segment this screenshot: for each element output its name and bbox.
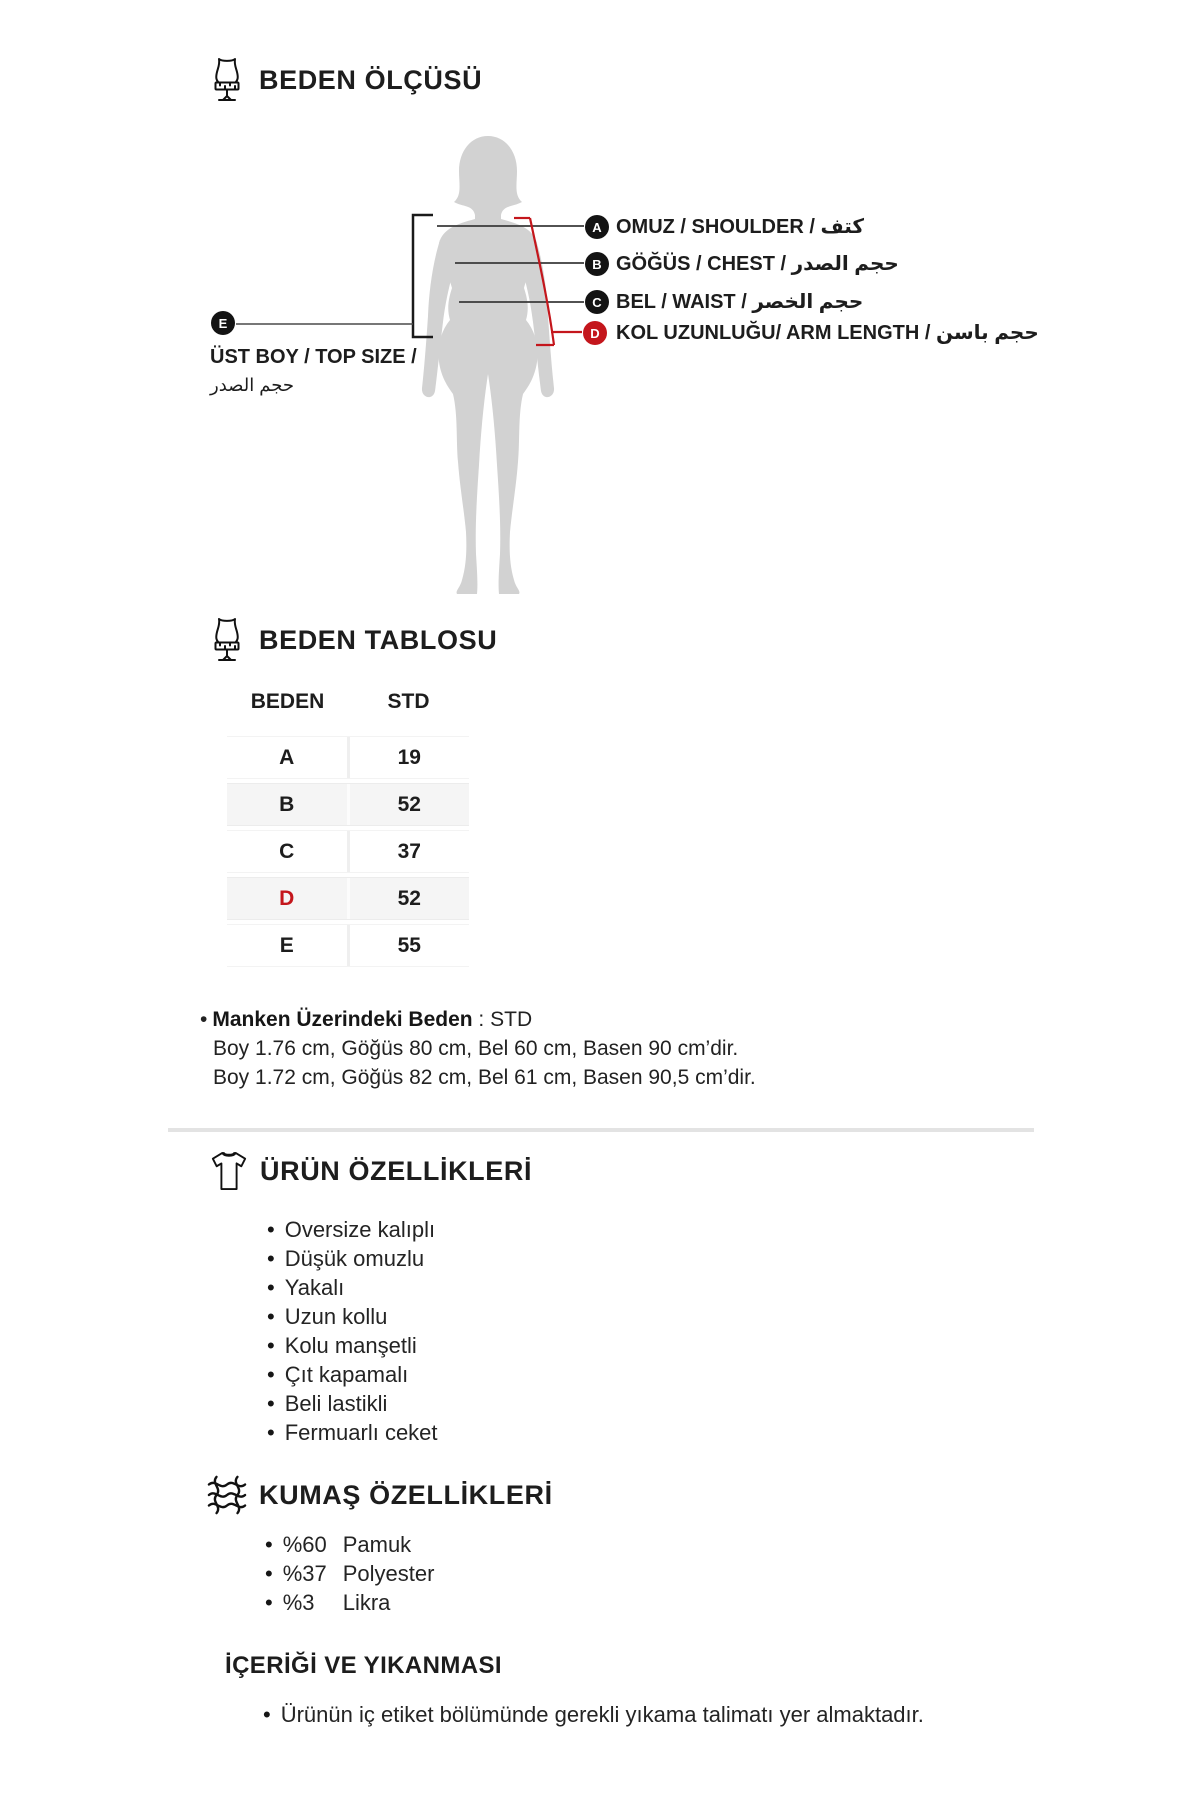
section-title: ÜRÜN ÖZELLİKLERİ: [260, 1155, 533, 1186]
bullet: •: [267, 1420, 275, 1445]
badge-d: D: [583, 321, 607, 345]
section-divider: [168, 1128, 1034, 1132]
badge-c: C: [585, 290, 609, 314]
feature-text: Beli lastikli: [284, 1391, 388, 1416]
section-title: KUMAŞ ÖZELLİKLERİ: [259, 1479, 553, 1510]
bullet: •: [267, 1246, 275, 1271]
list-item: [267, 1215, 438, 1244]
col-header-std: STD: [387, 690, 430, 713]
list-item: [267, 1331, 438, 1360]
bullet: •: [265, 1590, 273, 1615]
label-waist: BEL / WAIST / حجم الخصر: [616, 291, 864, 313]
label-arm-length: KOL UZUNLUĞU/ ARM LENGTH / حجم باسن: [616, 322, 1039, 344]
row-key: C: [227, 831, 350, 872]
fabric-percent: %37: [282, 1561, 327, 1586]
bullet: •: [267, 1275, 275, 1300]
separator: :: [472, 1008, 491, 1031]
feature-text: Kolu manşetli: [284, 1333, 417, 1358]
badge-b: B: [585, 252, 609, 276]
col-header-beden: BEDEN: [250, 690, 325, 713]
dress-form-icon: [207, 616, 247, 664]
list-item: [267, 1244, 438, 1273]
row-value: 52: [397, 886, 421, 910]
size-table-header: [207, 616, 497, 664]
badge-a: A: [585, 215, 609, 239]
list-item: [267, 1302, 438, 1331]
body-silhouette: [438, 136, 537, 594]
table-row: [227, 783, 469, 826]
list-item: [267, 1418, 438, 1447]
fabric-features-header: [207, 1474, 553, 1516]
feature-text: Düşük omuzlu: [284, 1246, 425, 1271]
fabric-name: Polyester: [342, 1561, 435, 1586]
table-row: [227, 877, 469, 920]
table-row: [227, 736, 469, 779]
care-header: İÇERİĞİ VE YIKANMASI: [225, 1652, 502, 1679]
list-item: [265, 1559, 434, 1588]
row-key: B: [227, 784, 350, 825]
row-key: E: [227, 925, 350, 966]
section-title: BEDEN TABLOSU: [259, 624, 498, 655]
feature-text: Yakalı: [284, 1275, 345, 1300]
feature-text: Fermuarlı ceket: [284, 1420, 438, 1445]
list-item: [265, 1530, 434, 1559]
fabric-percent: %60: [282, 1532, 327, 1557]
bullet: •: [267, 1362, 275, 1387]
row-key: D: [227, 878, 350, 919]
care-text: Ürünün iç etiket bölümünde gerekli yıkama talimatı yer almaktadır.: [280, 1702, 924, 1727]
label-top-size: ÜST BOY / TOP SIZE /: [210, 346, 417, 368]
bullet: •: [267, 1333, 275, 1358]
bullet: •: [200, 1008, 208, 1031]
table-row: [227, 924, 469, 967]
model-size-label: Manken Üzerindeki Beden: [212, 1008, 473, 1031]
model-size-note: [200, 1005, 756, 1092]
feature-text: Uzun kollu: [284, 1304, 388, 1329]
fabric-percent: %3: [282, 1590, 315, 1615]
table-row: [227, 830, 469, 873]
model-measurements-line: Boy 1.76 cm, Göğüs 80 cm, Bel 60 cm, Basen 90 cm’dir.: [213, 1037, 739, 1060]
bullet: •: [267, 1391, 275, 1416]
row-value: 37: [397, 839, 421, 863]
row-key: A: [227, 737, 350, 778]
size-table-head: [227, 690, 469, 720]
list-item: [265, 1588, 434, 1617]
row-value: 55: [397, 933, 421, 957]
bullet: •: [265, 1532, 273, 1557]
label-top-size-arabic: حجم الصدر: [210, 375, 294, 395]
list-item: [267, 1273, 438, 1302]
fabric-weave-icon: [207, 1474, 247, 1516]
bullet: •: [267, 1304, 275, 1329]
size-table: [227, 690, 469, 971]
body-measurement-diagram: [0, 0, 1200, 630]
feature-text: Çıt kapamalı: [284, 1362, 409, 1387]
fabric-features-list: [265, 1530, 434, 1617]
product-features-list: [267, 1215, 438, 1447]
bullet: •: [265, 1561, 273, 1586]
row-value: 52: [397, 792, 421, 816]
feature-text: Oversize kalıplı: [284, 1217, 436, 1242]
list-item: [267, 1360, 438, 1389]
list-item: [267, 1389, 438, 1418]
section-title: BEDEN ÖLÇÜSÜ: [259, 64, 483, 95]
row-value: 19: [397, 745, 421, 769]
tshirt-icon: [210, 1148, 248, 1194]
label-chest: GÖĞÜS / CHEST / حجم الصدر: [616, 253, 899, 275]
bullet: •: [267, 1217, 275, 1242]
care-list: [263, 1700, 924, 1729]
fabric-name: Pamuk: [342, 1532, 412, 1557]
model-measurements-line: Boy 1.72 cm, Göğüs 82 cm, Bel 61 cm, Basen 90,5 cm’dir.: [213, 1066, 756, 1089]
badge-e: E: [211, 311, 235, 335]
product-features-header: [210, 1148, 532, 1194]
label-shoulder: OMUZ / SHOULDER / كتف: [616, 216, 865, 238]
bullet: •: [263, 1702, 271, 1727]
fabric-name: Likra: [342, 1590, 391, 1615]
model-size-line: [200, 1005, 756, 1034]
list-item: [263, 1700, 924, 1729]
model-size-value: STD: [490, 1008, 533, 1031]
